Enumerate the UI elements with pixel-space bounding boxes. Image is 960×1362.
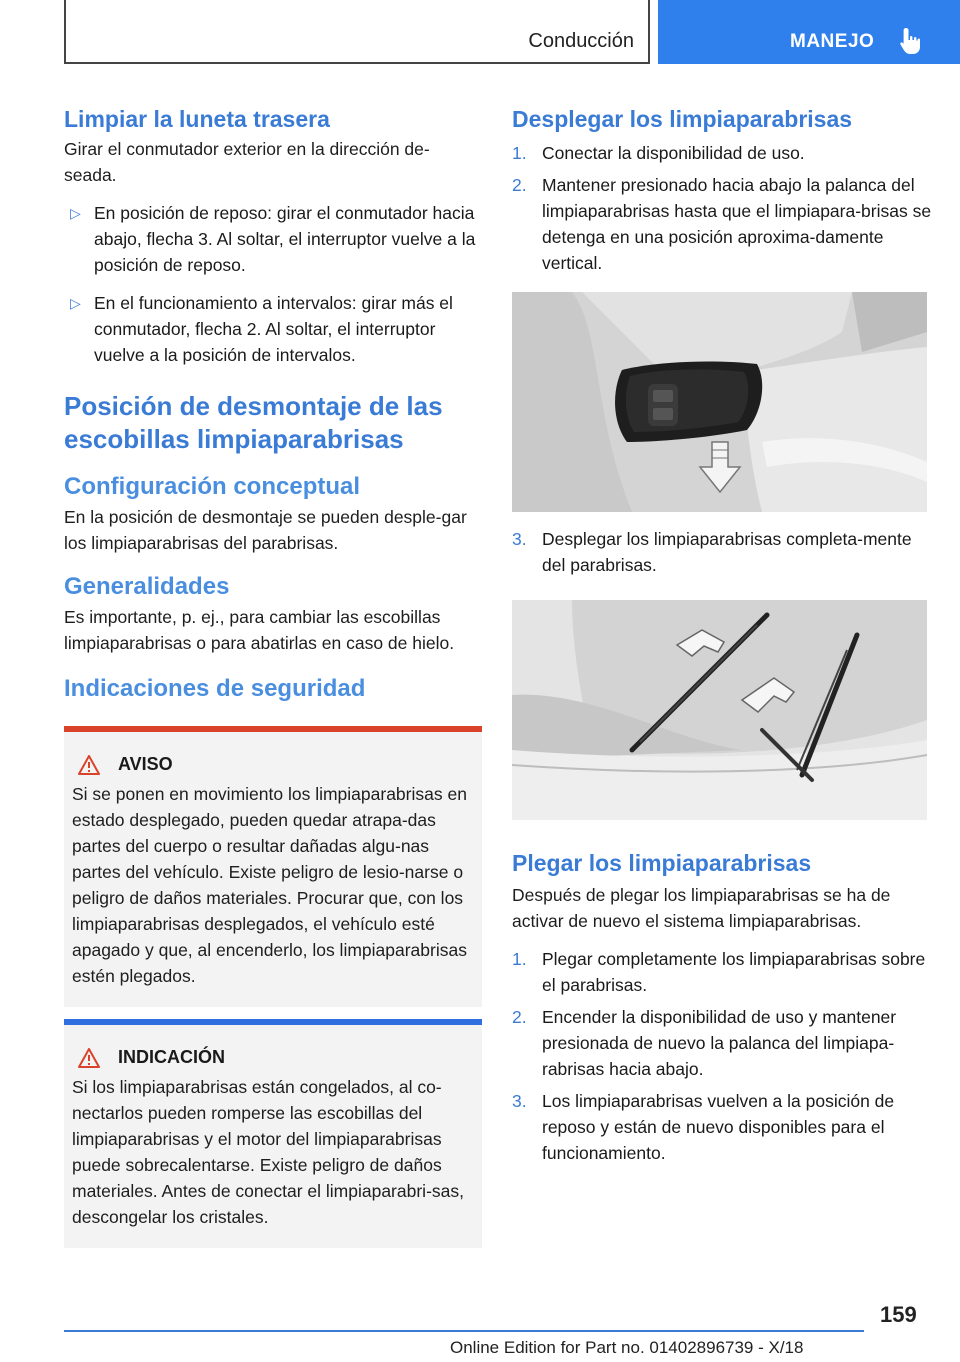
deploy-title: Desplegar los limpiaparabrisas: [512, 106, 853, 132]
disassembly-title: Posición de desmontaje de las escobillas limpiaparabrisas: [64, 391, 443, 454]
right-column: [512, 96, 932, 1166]
warning-triangle-icon: [78, 755, 100, 775]
left-column: [64, 96, 482, 1248]
deploy-step-1-text: Conectar la disponibilidad de uso.: [542, 143, 805, 163]
fold-step-1: [512, 946, 932, 998]
fold-intro: Después de plegar los limpiaparabrisas se ha de activar de nuevo el sistema limpiaparabrisas.: [512, 885, 891, 931]
chapter-tab[interactable]: [658, 0, 960, 64]
concept-text: En la posición de desmontaje se pueden desple-gar los limpiaparabrisas del parabrisas.: [64, 507, 467, 553]
rear-bullet-2-text: En el funcionamiento a intervalos: girar más el conmutador, flecha 2. Al soltar, el interruptor vuelve a la posición de intervalos.: [94, 293, 453, 365]
deploy-step-1: [512, 140, 932, 166]
safety-title: Indicaciones de seguridad: [64, 675, 366, 702]
warning-box: [64, 726, 482, 1007]
deploy-step-3-number: 3.: [512, 529, 527, 549]
deploy-step-3: [512, 526, 932, 578]
fold-step-1-text: Plegar completamente los limpiaparabrisas sobre el parabrisas.: [542, 949, 926, 995]
hand-pointer-icon: [898, 26, 924, 56]
notice-text: Si los limpiaparabrisas están congelados, al co-nectarlos pueden romperse las escobillas del limpiaparabrisas y el motor del limpiaparabrisas puede sobrecalentarse. Existe peligro de daños materiales. Antes de conectar el limpiaparabri-sas, descongelar los cristales.: [72, 1077, 464, 1227]
triangle-bullet-icon: ▷: [70, 295, 81, 311]
page-number: 159: [880, 1302, 917, 1327]
rear-window-title: Limpiar la luneta trasera: [64, 106, 330, 132]
footer-edition: Online Edition for Part no. 01402896739 - X/18: [450, 1338, 804, 1357]
deploy-step-2-text: Mantener presionado hacia abajo la palanca del limpiaparabrisas hasta que el limpiapara-brisas se detenga en una posición aproxima-damente vertical.: [542, 175, 932, 273]
fold-step-3-text: Los limpiaparabrisas vuelven a la posición de reposo y están de nuevo disponibles para el funcionamiento.: [542, 1091, 895, 1163]
triangle-bullet-icon: ▷: [70, 205, 81, 221]
fold-step-2: [512, 1004, 932, 1082]
fold-step-3: [512, 1088, 932, 1166]
rear-bullet-1-text: En posición de reposo: girar el conmutador hacia abajo, flecha 3. Al soltar, el interruptor vuelve a la posición de reposo.: [94, 203, 476, 275]
deploy-step-3-text: Desplegar los limpiaparabrisas completa-mente del parabrisas.: [542, 529, 912, 575]
header-section-box: [64, 0, 650, 64]
concept-title: Configuración conceptual: [64, 473, 361, 500]
fold-title: Plegar los limpiaparabrisas: [512, 850, 812, 876]
warning-text: Si se ponen en movimiento los limpiaparabrisas en estado desplegado, pueden quedar atrapa-das partes del cuerpo o resultar dañadas algu-nas partes del vehículo. Existe peligro de lesio-narse o peligro de daños materiales. Procurar que, con los limpiaparabrisas desplegados, el vehículo esté apagado y que, al encenderlo, los limpiaparabrisas estén plegados.: [72, 784, 467, 986]
general-text: Es importante, p. ej., para cambiar las escobillas limpiaparabrisas o para abatirlas en caso de hielo.: [64, 607, 455, 653]
rear-bullet-1: [64, 200, 482, 278]
general-title: Generalidades: [64, 573, 230, 600]
notice-heading: [78, 1047, 474, 1068]
deploy-step-2: [512, 172, 932, 276]
fold-step-2-text: Encender la disponibilidad de uso y mantener presionada de nuevo la palanca del limpiapa-rabrisas hacia abajo.: [542, 1007, 897, 1079]
fold-step-3-number: 3.: [512, 1091, 527, 1111]
warning-label: AVISO: [118, 754, 173, 774]
wiper-lever-drawing: [512, 292, 927, 512]
windshield-wiper-illustration: [512, 600, 927, 820]
deploy-step-1-number: 1.: [512, 143, 527, 163]
notice-box: [64, 1019, 482, 1248]
header-section-title: Conducción: [528, 30, 634, 52]
wiper-lever-illustration: [512, 292, 927, 512]
notice-triangle-icon: [78, 1048, 100, 1068]
windshield-wiper-drawing: [512, 600, 927, 820]
footer-divider: [64, 1330, 864, 1332]
fold-step-1-number: 1.: [512, 949, 527, 969]
notice-label: INDICACIÓN: [118, 1047, 225, 1067]
deploy-step-2-number: 2.: [512, 175, 527, 195]
warning-heading: [78, 754, 474, 775]
rear-window-intro: Girar el conmutador exterior en la dirección de-seada.: [64, 139, 430, 185]
chapter-tab-label: MANEJO: [790, 31, 875, 52]
rear-bullet-2: [64, 290, 482, 368]
fold-step-2-number: 2.: [512, 1007, 527, 1027]
